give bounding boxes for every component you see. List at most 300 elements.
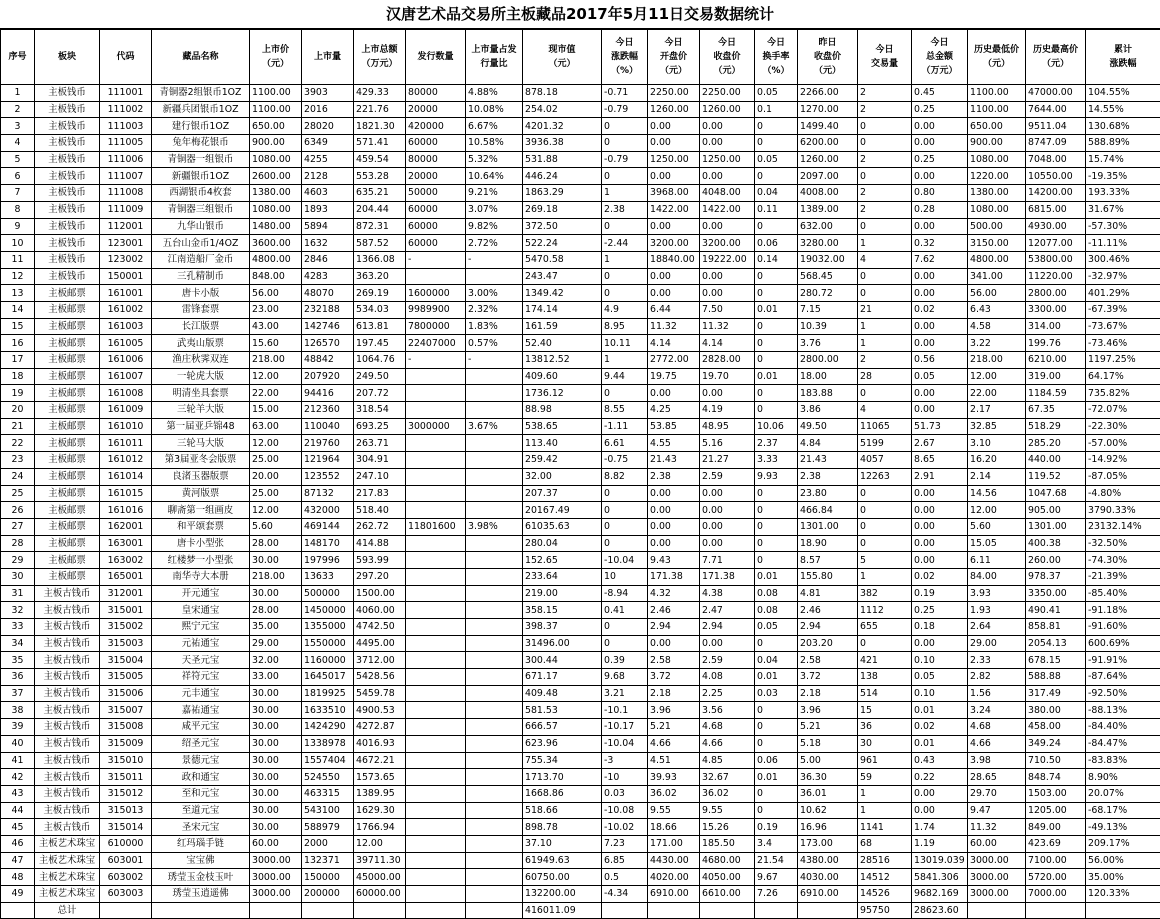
table-cell: 0.19 — [755, 819, 798, 836]
table-cell: 20167.49 — [523, 502, 602, 519]
table-cell: -83.83% — [1086, 752, 1160, 769]
table-cell: 1250.00 — [648, 151, 700, 168]
table-cell: -3 — [602, 752, 648, 769]
table-cell: 32.00 — [250, 652, 302, 669]
table-cell: 43.00 — [250, 318, 302, 335]
table-cell: 2.67 — [912, 435, 968, 452]
table-cell: 主板古钱币 — [35, 752, 100, 769]
table-cell: 4.68 — [700, 719, 755, 736]
table-cell: 至和元宝 — [152, 785, 250, 802]
table-cell: 247.10 — [354, 468, 406, 485]
table-cell: 0.00 — [700, 502, 755, 519]
table-row — [1, 135, 1160, 152]
table-cell: 111007 — [100, 168, 152, 185]
table-cell: 0.56 — [912, 352, 968, 369]
table-cell: 5.16 — [700, 435, 755, 452]
table-cell: 48070 — [302, 285, 354, 302]
table-cell: 0.80 — [912, 185, 968, 202]
table-cell: 主板邮票 — [35, 318, 100, 335]
table-cell: 5 — [858, 552, 912, 569]
table-cell: 317.49 — [1026, 685, 1086, 702]
table-cell: 61949.63 — [523, 852, 602, 869]
table-cell — [466, 735, 523, 752]
table-cell — [466, 869, 523, 886]
table-row — [1, 201, 1160, 218]
table-cell: 111002 — [100, 101, 152, 118]
table-cell — [406, 402, 466, 419]
table-cell: 849.00 — [1026, 819, 1086, 836]
table-cell: 262.72 — [354, 518, 406, 535]
table-cell: 0.01 — [755, 568, 798, 585]
table-cell: 4672.21 — [354, 752, 406, 769]
header-row — [1, 30, 1160, 85]
table-cell: 130.68% — [1086, 118, 1160, 135]
table-cell: 219.00 — [523, 585, 602, 602]
table-cell: 唐卡小型张 — [152, 535, 250, 552]
table-cell: 1100.00 — [968, 101, 1026, 118]
table-cell: 218.00 — [250, 568, 302, 585]
table-cell: 61035.63 — [523, 518, 602, 535]
table-cell: 21.43 — [798, 452, 858, 469]
table-cell: 4430.00 — [648, 852, 700, 869]
table-cell: 1112 — [858, 602, 912, 619]
table-cell: 961 — [858, 752, 912, 769]
table-cell: 401.29% — [1086, 285, 1160, 302]
table-cell — [406, 635, 466, 652]
table-cell: 0.19 — [912, 585, 968, 602]
table-cell: 300.44 — [523, 652, 602, 669]
table-cell: 19032.00 — [798, 251, 858, 268]
table-cell: 0.00 — [912, 535, 968, 552]
table-cell: 1422.00 — [700, 201, 755, 218]
table-cell: 4930.00 — [1026, 218, 1086, 235]
table-cell: 1301.00 — [1026, 518, 1086, 535]
table-cell: 15.60 — [250, 335, 302, 352]
table-body — [1, 85, 1160, 919]
table-cell: 1 — [858, 235, 912, 252]
table-cell: 44 — [1, 802, 35, 819]
table-cell: 7644.00 — [1026, 101, 1086, 118]
table-cell: 0 — [602, 218, 648, 235]
column-header: 上市价 （元） — [250, 30, 302, 85]
table-cell: 2097.00 — [798, 168, 858, 185]
table-cell: 30.00 — [250, 819, 302, 836]
table-cell: 14.55% — [1086, 101, 1160, 118]
table-cell: 0.22 — [912, 769, 968, 786]
table-cell: 655 — [858, 619, 912, 636]
table-cell: 0.02 — [912, 568, 968, 585]
table-cell: 主板艺术珠宝 — [35, 869, 100, 886]
table-cell: 21.27 — [700, 452, 755, 469]
table-cell: 0.06 — [755, 235, 798, 252]
table-cell: 30.00 — [250, 769, 302, 786]
table-cell: 0.00 — [912, 635, 968, 652]
table-cell: 2.72% — [466, 235, 523, 252]
table-cell — [406, 485, 466, 502]
table-cell: 13812.52 — [523, 352, 602, 369]
table-cell: 2.94 — [700, 619, 755, 636]
table-cell — [406, 585, 466, 602]
column-header: 序号 — [1, 30, 35, 85]
table-cell: 0 — [858, 535, 912, 552]
table-cell: 武夷山版票 — [152, 335, 250, 352]
table-row — [1, 151, 1160, 168]
table-cell: 197996 — [302, 552, 354, 569]
table-cell: 254.02 — [523, 101, 602, 118]
table-cell: 2128 — [302, 168, 354, 185]
table-cell: 0.00 — [912, 485, 968, 502]
table-cell: 15.74% — [1086, 151, 1160, 168]
table-cell: 21 — [1, 418, 35, 435]
table-row — [1, 101, 1160, 118]
table-cell: 315011 — [100, 769, 152, 786]
table-cell: 0 — [755, 118, 798, 135]
table-cell — [406, 685, 466, 702]
table-cell: 161005 — [100, 335, 152, 352]
table-cell: 1 — [1, 85, 35, 102]
total-cell — [968, 902, 1026, 918]
table-cell: 1100.00 — [250, 85, 302, 102]
table-cell: 21 — [858, 301, 912, 318]
column-header: 上市总额 （万元） — [354, 30, 406, 85]
table-cell: 22.00 — [968, 385, 1026, 402]
table-cell: -57.30% — [1086, 218, 1160, 235]
table-cell: 主板艺术珠宝 — [35, 835, 100, 852]
table-cell: 522.24 — [523, 235, 602, 252]
table-cell: 6815.00 — [1026, 201, 1086, 218]
table-cell: 主板古钱币 — [35, 769, 100, 786]
table-cell: 64.17% — [1086, 368, 1160, 385]
table-cell: 518.66 — [523, 802, 602, 819]
table-cell: 603002 — [100, 869, 152, 886]
table-cell: 446.24 — [523, 168, 602, 185]
table-cell: 161010 — [100, 418, 152, 435]
table-cell: 59 — [858, 769, 912, 786]
table-cell: 建行银币1OZ — [152, 118, 250, 135]
table-cell — [406, 719, 466, 736]
table-cell: 0.11 — [755, 201, 798, 218]
table-cell: 1500.00 — [354, 585, 406, 602]
table-cell: 42 — [1, 769, 35, 786]
table-cell: 110040 — [302, 418, 354, 435]
table-cell: 36.02 — [700, 785, 755, 802]
table-cell: 2.47 — [700, 602, 755, 619]
table-cell: 0.00 — [648, 135, 700, 152]
table-cell: 1 — [858, 802, 912, 819]
table-cell: 1389.95 — [354, 785, 406, 802]
table-cell: 3.98% — [466, 518, 523, 535]
table-cell: 0 — [602, 118, 648, 135]
table-cell — [466, 685, 523, 702]
table-row — [1, 602, 1160, 619]
table-cell: 0.00 — [648, 502, 700, 519]
total-cell — [250, 902, 302, 918]
table-cell: -85.40% — [1086, 585, 1160, 602]
table-cell: 39711.30 — [354, 852, 406, 869]
total-cell — [406, 902, 466, 918]
table-cell: 4.66 — [968, 735, 1026, 752]
total-cell — [1026, 902, 1086, 918]
table-cell: 3.98 — [968, 752, 1026, 769]
table-cell: 7800000 — [406, 318, 466, 335]
table-cell: 13019.039 — [912, 852, 968, 869]
table-cell — [406, 435, 466, 452]
table-cell: 466.84 — [798, 502, 858, 519]
table-cell: 6200.00 — [798, 135, 858, 152]
table-cell: -10.17 — [602, 719, 648, 736]
table-cell: 1 — [602, 185, 648, 202]
table-cell: 主板古钱币 — [35, 685, 100, 702]
table-cell: 161001 — [100, 285, 152, 302]
table-cell: 878.18 — [523, 85, 602, 102]
table-row — [1, 485, 1160, 502]
table-cell: 28.00 — [250, 602, 302, 619]
table-cell: 463315 — [302, 785, 354, 802]
column-header: 今日 换手率 （%） — [755, 30, 798, 85]
table-cell: 5199 — [858, 435, 912, 452]
table-cell — [406, 502, 466, 519]
table-cell: -84.47% — [1086, 735, 1160, 752]
table-cell — [466, 769, 523, 786]
table-cell — [466, 785, 523, 802]
table-cell: 905.00 — [1026, 502, 1086, 519]
table-cell: 623.96 — [523, 735, 602, 752]
table-cell: 5.32% — [466, 151, 523, 168]
table-cell: 主板钱币 — [35, 101, 100, 118]
table-cell: 0 — [755, 285, 798, 302]
table-cell: 主板邮票 — [35, 418, 100, 435]
table-cell: 28.65 — [968, 769, 1026, 786]
table-cell: 0.00 — [912, 218, 968, 235]
table-cell: 0.00 — [648, 635, 700, 652]
table-cell: 2772.00 — [648, 352, 700, 369]
table-cell: 138 — [858, 669, 912, 686]
table-cell: 600.69% — [1086, 635, 1160, 652]
table-cell: 0.03 — [602, 785, 648, 802]
table-cell: 3.72 — [648, 669, 700, 686]
table-cell: 3.67% — [466, 418, 523, 435]
table-cell: 主板古钱币 — [35, 585, 100, 602]
table-cell: -0.79 — [602, 151, 648, 168]
table-cell: 632.00 — [798, 218, 858, 235]
table-cell: 7.26 — [755, 886, 798, 903]
table-cell: 315004 — [100, 652, 152, 669]
table-cell: 1380.00 — [250, 185, 302, 202]
table-cell: -8.94 — [602, 585, 648, 602]
table-cell: 1629.30 — [354, 802, 406, 819]
table-cell: 30 — [858, 735, 912, 752]
table-cell: 650.00 — [968, 118, 1026, 135]
table-cell: 2.64 — [968, 619, 1026, 636]
table-cell: 9989900 — [406, 301, 466, 318]
table-cell — [406, 385, 466, 402]
table-cell: 0.00 — [700, 268, 755, 285]
table-cell: 315008 — [100, 719, 152, 736]
table-cell: 197.45 — [354, 335, 406, 352]
table-cell: 1550000 — [302, 635, 354, 652]
table-cell: 1220.00 — [968, 168, 1026, 185]
table-cell — [406, 785, 466, 802]
table-cell: -1.11 — [602, 418, 648, 435]
table-cell: 0 — [755, 518, 798, 535]
table-cell: 1389.00 — [798, 201, 858, 218]
table-cell: 0.00 — [912, 402, 968, 419]
table-cell: 4201.32 — [523, 118, 602, 135]
table-cell: 5841.306 — [912, 869, 968, 886]
table-cell: 2266.00 — [798, 85, 858, 102]
table-cell: 3.24 — [968, 702, 1026, 719]
table-cell: 0.00 — [648, 518, 700, 535]
table-cell: 主板钱币 — [35, 235, 100, 252]
column-header: 今日 总金额 （万元） — [912, 30, 968, 85]
table-row — [1, 418, 1160, 435]
table-cell: 60000 — [406, 135, 466, 152]
table-cell: 185.50 — [700, 835, 755, 852]
table-cell: 1422.00 — [648, 201, 700, 218]
table-cell: 0 — [858, 485, 912, 502]
table-row — [1, 685, 1160, 702]
table-cell: 3.4 — [755, 835, 798, 852]
table-cell: -14.92% — [1086, 452, 1160, 469]
table-cell: 280.72 — [798, 285, 858, 302]
table-cell: 4800.00 — [968, 251, 1026, 268]
table-cell: -19.35% — [1086, 168, 1160, 185]
table-cell: 6349 — [302, 135, 354, 152]
table-cell: 1064.76 — [354, 352, 406, 369]
table-cell: 聊斋第一组画皮 — [152, 502, 250, 519]
table-cell: 黄河版票 — [152, 485, 250, 502]
table-cell: 主板钱币 — [35, 85, 100, 102]
table-cell — [406, 368, 466, 385]
table-cell — [406, 669, 466, 686]
table-cell: 1184.59 — [1026, 385, 1086, 402]
table-cell: 587.52 — [354, 235, 406, 252]
table-cell: 68 — [858, 835, 912, 852]
table-cell: 87132 — [302, 485, 354, 502]
table-cell: 469144 — [302, 518, 354, 535]
table-cell: 3.93 — [968, 585, 1026, 602]
table-row — [1, 585, 1160, 602]
table-cell: 219760 — [302, 435, 354, 452]
table-cell: 23 — [1, 452, 35, 469]
table-cell: 285.20 — [1026, 435, 1086, 452]
table-cell: 7.50 — [700, 301, 755, 318]
table-cell: 514 — [858, 685, 912, 702]
table-cell: 0 — [755, 402, 798, 419]
table-cell: 0 — [755, 802, 798, 819]
table-cell: 0.28 — [912, 201, 968, 218]
column-header: 今日 开盘价 （元） — [648, 30, 700, 85]
table-cell: 1633510 — [302, 702, 354, 719]
table-cell: 1573.65 — [354, 769, 406, 786]
table-cell: 1819925 — [302, 685, 354, 702]
table-cell: 0 — [858, 268, 912, 285]
table-cell: 3200.00 — [648, 235, 700, 252]
table-cell: 0.45 — [912, 85, 968, 102]
table-cell: 12.00 — [968, 502, 1026, 519]
table-cell: -91.91% — [1086, 652, 1160, 669]
table-cell: 10.39 — [798, 318, 858, 335]
table-cell: 60750.00 — [523, 869, 602, 886]
table-cell: 6.85 — [602, 852, 648, 869]
table-cell — [466, 635, 523, 652]
table-cell: 113.40 — [523, 435, 602, 452]
table-cell: 459.54 — [354, 151, 406, 168]
total-cell — [755, 902, 798, 918]
table-cell: 红玛瑙手链 — [152, 835, 250, 852]
table-cell: 200000 — [302, 886, 354, 903]
table-cell: 204.44 — [354, 201, 406, 218]
table-cell: 171.38 — [648, 568, 700, 585]
table-cell: 400.38 — [1026, 535, 1086, 552]
table-cell: 0 — [602, 285, 648, 302]
table-cell: 3280.00 — [798, 235, 858, 252]
table-cell: 315012 — [100, 785, 152, 802]
table-cell: 2.25 — [700, 685, 755, 702]
table-cell: 53.85 — [648, 418, 700, 435]
table-row — [1, 352, 1160, 369]
table-cell: 8.65 — [912, 452, 968, 469]
table-cell: 2800.00 — [798, 352, 858, 369]
table-cell: 5459.78 — [354, 685, 406, 702]
table-cell: 8.95 — [602, 318, 648, 335]
table-cell: -10.1 — [602, 702, 648, 719]
table-cell: 3000.00 — [250, 852, 302, 869]
table-cell: 0 — [858, 385, 912, 402]
table-cell: 0 — [602, 502, 648, 519]
table-cell: 49.50 — [798, 418, 858, 435]
table-cell: 4.19 — [700, 402, 755, 419]
table-cell: 161003 — [100, 318, 152, 335]
table-cell: 588.89% — [1086, 135, 1160, 152]
table-cell: 16.96 — [798, 819, 858, 836]
table-cell: 3.76 — [798, 335, 858, 352]
table-cell: 0.02 — [912, 719, 968, 736]
table-cell: 49 — [1, 886, 35, 903]
table-cell: -10.02 — [602, 819, 648, 836]
table-cell — [466, 752, 523, 769]
table-cell: 5.21 — [648, 719, 700, 736]
table-cell: -10.04 — [602, 552, 648, 569]
table-cell — [406, 702, 466, 719]
table-row — [1, 251, 1160, 268]
table-cell: 36.30 — [798, 769, 858, 786]
table-cell: 0.00 — [912, 268, 968, 285]
table-cell: 300.46% — [1086, 251, 1160, 268]
table-cell: 10.62 — [798, 802, 858, 819]
table-row — [1, 669, 1160, 686]
table-cell: 315003 — [100, 635, 152, 652]
table-cell: 5894 — [302, 218, 354, 235]
table-cell: 35 — [1, 652, 35, 669]
table-cell: 978.37 — [1026, 568, 1086, 585]
table-cell: 九华山银币 — [152, 218, 250, 235]
table-cell: 1668.86 — [523, 785, 602, 802]
table-cell: 三孔精制币 — [152, 268, 250, 285]
table-cell: -10.04 — [602, 735, 648, 752]
table-cell: 7000.00 — [1026, 886, 1086, 903]
table-cell: 0.10 — [912, 685, 968, 702]
table-cell: 4.38 — [700, 585, 755, 602]
table-cell: 650.00 — [250, 118, 302, 135]
table-cell: 4 — [858, 251, 912, 268]
table-cell: 4495.00 — [354, 635, 406, 652]
table-cell: 132371 — [302, 852, 354, 869]
table-cell: 第一届亚乒锦48 — [152, 418, 250, 435]
table-cell: 41 — [1, 752, 35, 769]
table-cell: 25.00 — [250, 485, 302, 502]
table-cell: 主板邮票 — [35, 568, 100, 585]
